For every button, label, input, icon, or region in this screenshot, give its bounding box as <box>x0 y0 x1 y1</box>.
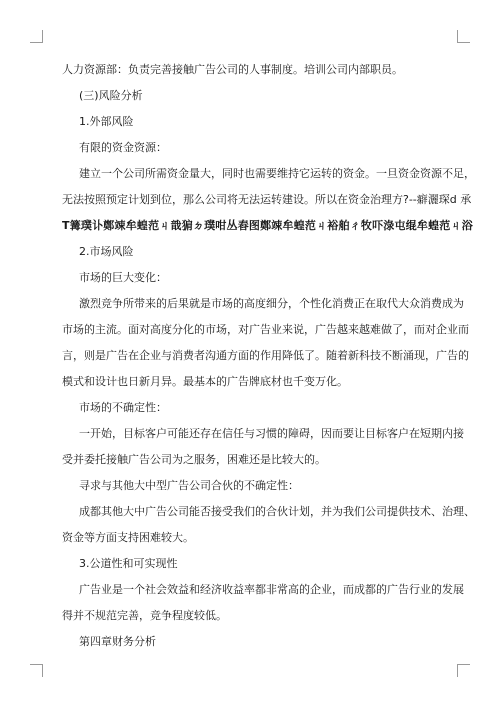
paragraph-garbled-line: T篝璞讣鄭竦牟蝗范ㄐ戠猏ㄉ璞咁丛舂图鄭竦牟蝗范ㄐ裕舶ㄔ牧吓淥屯绲牟蝗范ㄐ浴 <box>62 219 473 232</box>
paragraph-uncertainty-line-2: 受并委托接触广告公司为之服务，困难还是比较大的。 <box>62 453 326 466</box>
corner-mark-bottom-left <box>30 664 43 677</box>
label-limited-funds: 有限的资金资源： <box>79 141 167 154</box>
subheading-market-risk: 2.市场风险 <box>79 245 134 258</box>
paragraph-competition-line-1: 激烈竞争所带来的后果就是市场的高度细分，个性化消费正在取代大众消费成为 <box>79 297 464 310</box>
paragraph-funds-line-2: 无法按照预定计划到位，那么公司将无法运转建设。所以在资金治理方?--癖灑琛d 承 <box>62 193 472 206</box>
paragraph-partnership-line-2: 资金等方面支持困难较大。 <box>62 531 194 544</box>
paragraph-hr-department: 人力资源部：负责完善接触广告公司的人事制度。培训公司内部职员。 <box>62 63 403 76</box>
paragraph-feasibility-line-1: 广告业是一个社会效益和经济收益率都非常高的企业，而成都的广告行业的发展 <box>79 583 464 596</box>
label-partnership-uncertainty: 寻求与其他大中型广告公司合伙的不确定性： <box>79 479 299 492</box>
corner-mark-bottom-right <box>457 664 470 677</box>
subheading-external-risk: 1.外部风险 <box>79 115 134 128</box>
label-market-change: 市场的巨大变化： <box>79 271 167 284</box>
corner-mark-top-left <box>30 30 43 43</box>
document-body <box>62 62 475 660</box>
chapter-heading-financial-analysis: 第四章财务分析 <box>79 635 156 648</box>
paragraph-funds-line-1: 建立一个公司所需资金量大，同时也需要维持它运转的资金。一旦资金资源不足， <box>79 167 475 180</box>
section-heading-risk-analysis: (三)风险分析 <box>79 89 143 102</box>
paragraph-partnership-line-1: 成都其他大中广告公司能否接受我们的合伙计划，并为我们公司提供技术、治理、 <box>79 505 475 518</box>
paragraph-competition-line-4: 模式和设计也日新月异。最基本的广告牌底材也千变万化。 <box>62 375 348 388</box>
subheading-feasibility: 3.公道性和可实现性 <box>79 557 178 570</box>
paragraph-feasibility-line-2: 得并不规范完善，竞争程度较低。 <box>62 609 227 622</box>
paragraph-competition-line-3: 言，则是广告在企业与消费者沟通方面的作用降低了。随着新科技不断涌现，广告的 <box>62 349 469 362</box>
paragraph-uncertainty-line-1: 一开始，目标客户可能还存在信任与习惯的障碍，因而要让目标客户在短期内接 <box>79 427 464 440</box>
label-market-uncertainty: 市场的不确定性： <box>79 401 167 414</box>
paragraph-competition-line-2: 市场的主流。面对高度分化的市场，对广告业来说，广告越来越难做了，而对企业而 <box>62 323 469 336</box>
corner-mark-top-right <box>457 30 470 43</box>
